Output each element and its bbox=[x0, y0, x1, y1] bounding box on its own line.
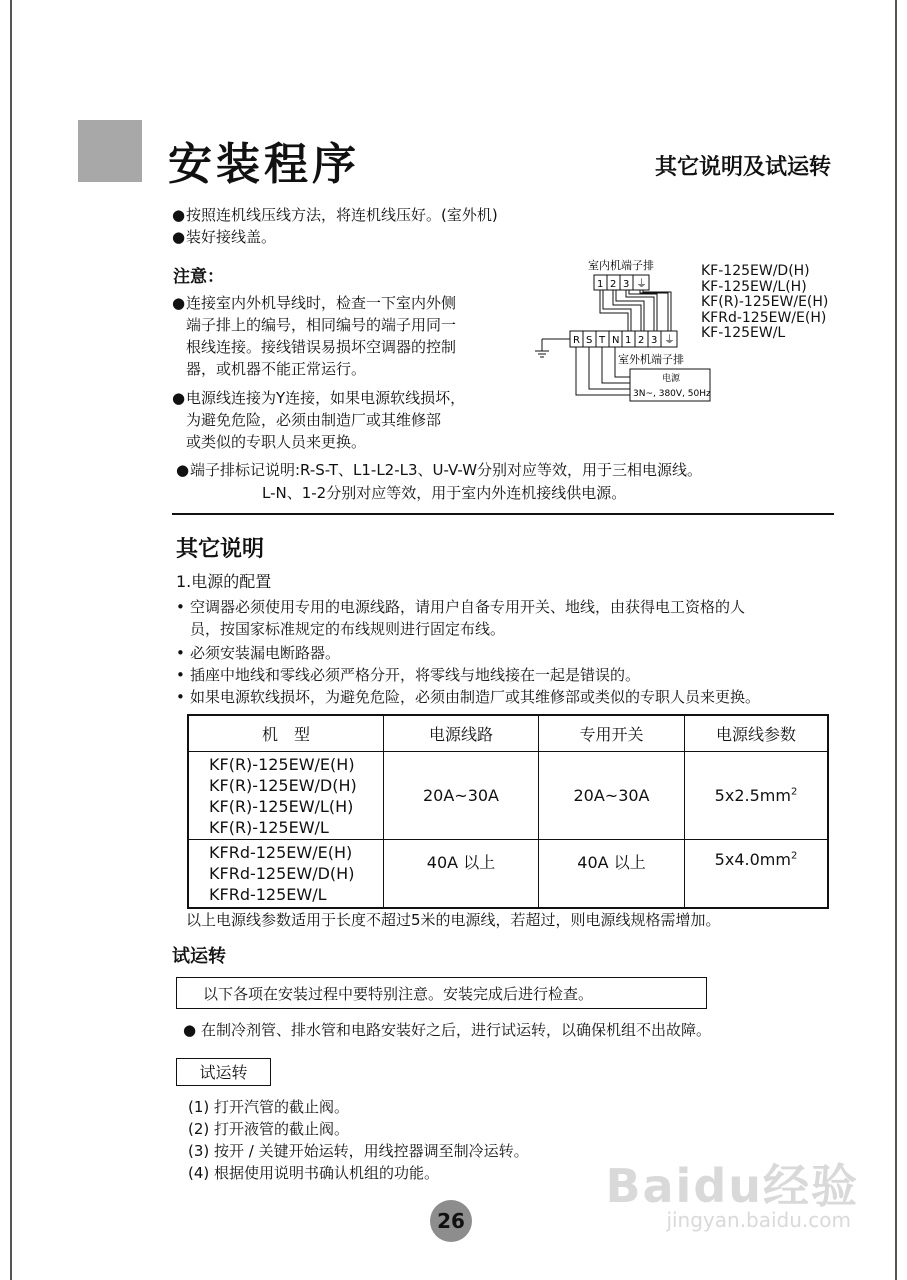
table-header: 专用开关 bbox=[539, 715, 685, 752]
table-row bbox=[188, 840, 828, 908]
section-marker bbox=[78, 120, 142, 182]
ground-symbol bbox=[535, 339, 570, 357]
table-header: 电源线参数 bbox=[685, 715, 829, 752]
indoor-terminal: 2 bbox=[610, 279, 617, 290]
terminal-note-cont: L-N、1-2分别对应等效，用于室内外连机接线供电源。 bbox=[262, 484, 627, 502]
notice-item: ●电源线连接为Y连接，如果电源软线损坏， 为避免危险，必须由制造厂或其维修部 或类似的专职人员来更换。 bbox=[172, 389, 466, 451]
notice-heading: 注意： bbox=[173, 267, 224, 287]
trial-step: (3) 按开 / 关键开始运转，用线控器调至制冷运转。 bbox=[188, 1142, 529, 1160]
trial-steps bbox=[188, 1096, 529, 1184]
indoor-terminal: 1 bbox=[597, 279, 604, 290]
indoor-terminal: 3 bbox=[623, 279, 630, 290]
model-name: KF(R)-125EW/E(H) bbox=[209, 754, 355, 774]
outdoor-terminal-label: 室外机端子排 bbox=[618, 353, 684, 366]
cable-cell: $5x4.0mm^2$ bbox=[685, 840, 829, 908]
table-note: 以上电源线参数适用于长度不超过5米的电源线，若超过，则电源线规格需增加。 bbox=[186, 911, 721, 929]
trial-step: (4) 根据使用说明书确认机组的功能。 bbox=[188, 1164, 440, 1182]
indoor-terminal-label: 室内机端子排 bbox=[588, 259, 654, 272]
model-name: KF(R)-125EW/D(H) bbox=[209, 775, 357, 795]
trial-heading: 试运转 bbox=[172, 946, 226, 967]
trial-step: (1) 打开汽管的截止阀。 bbox=[188, 1098, 350, 1116]
table-header: 机 型 bbox=[188, 715, 384, 752]
watermark-logo: Baidu经验 bbox=[605, 1159, 859, 1213]
watermark-url: jingyan.baidu.com bbox=[666, 1208, 851, 1232]
page-subtitle: 其它说明及试运转 bbox=[654, 155, 831, 180]
circuit-cell: 40A 以上 bbox=[384, 840, 539, 908]
trial-tag: 试运转 bbox=[176, 1058, 271, 1086]
outdoor-terminal: S bbox=[586, 335, 593, 346]
table-row bbox=[188, 752, 828, 840]
diagram-model: KFRd-125EW/E(H) bbox=[701, 309, 827, 326]
terminal-note: ●端子排标记说明:R-S-T、L1-L2-L3、U-V-W分别对应等效，用于三相电源线。 bbox=[176, 461, 703, 479]
power-config-heading: 1.电源的配置 bbox=[176, 572, 272, 591]
model-name: KFRd-125EW/L bbox=[209, 884, 327, 904]
circuit-cell: 20A~30A bbox=[384, 752, 539, 840]
power-spec: 3N~, 380V, 50Hz bbox=[633, 389, 711, 399]
outdoor-terminals bbox=[570, 331, 677, 347]
diagram-model: KF-125EW/L(H) bbox=[701, 278, 807, 295]
diagram-model: KF-125EW/D(H) bbox=[701, 263, 810, 279]
intro-bullet: ●装好接线盖。 bbox=[172, 228, 277, 246]
page-title: 安装程序 bbox=[168, 139, 360, 190]
indoor-terminal: ⏚ bbox=[636, 277, 647, 290]
power-config-list: • 空调器必须使用专用的电源线路，请用户自备专用开关、地线，由获得电工资格的人 员，按国家标准规定的布线规则进行固定布线。 • 必须安装漏电断路器。 • 插座中地线和零线必须严格分开，将零线与地线接在一起是错误的。 • 如果电源软线损坏，为避免危险，必须由制造厂或其维修部或类似的专职人员来更换。 bbox=[176, 598, 761, 706]
left-border bbox=[10, 0, 12, 1280]
intro-bullet: ●按照连机线压线方法，将连机线压好。(室外机) bbox=[172, 206, 498, 224]
table-header-row bbox=[188, 715, 828, 752]
notice-item: ●连接室内外机导线时，检查一下室内外侧 端子排上的编号，相同编号的端子用同一 根线连接。接线错误易损坏空调器的控制 器，或机器不能正常运行。 bbox=[172, 294, 457, 378]
model-name: KFRd-125EW/D(H) bbox=[209, 863, 355, 883]
other-heading: 其它说明 bbox=[176, 537, 265, 562]
outdoor-terminal: 1 bbox=[625, 335, 632, 346]
model-name: KFRd-125EW/E(H) bbox=[209, 842, 353, 862]
trial-step: (2) 打开液管的截止阀。 bbox=[188, 1120, 350, 1138]
outdoor-terminal: ⏚ bbox=[664, 333, 675, 346]
indoor-terminals bbox=[594, 275, 649, 290]
outdoor-terminal: 3 bbox=[651, 335, 658, 346]
switch-cell: 40A 以上 bbox=[539, 840, 685, 908]
right-border bbox=[895, 0, 897, 1280]
switch-cell: 20A~30A bbox=[539, 752, 685, 840]
outdoor-terminal: R bbox=[573, 335, 580, 346]
power-label: 电源 bbox=[662, 374, 681, 384]
diagram-model: KF(R)-125EW/E(H) bbox=[701, 294, 829, 310]
power-spec-table bbox=[187, 714, 829, 909]
page-number: 26 bbox=[430, 1200, 472, 1242]
trial-notice-box: 以下各项在安装过程中要特别注意。安装完成后进行检查。 bbox=[176, 977, 707, 1009]
diagram-model: KF-125EW/L bbox=[701, 325, 786, 341]
diagram-model-list bbox=[701, 264, 828, 342]
outdoor-terminal: 2 bbox=[638, 335, 645, 346]
outdoor-terminal: N bbox=[612, 335, 620, 346]
trial-bullet: ● 在制冷剂管、排水管和电路安装好之后，进行试运转，以确保机组不出故障。 bbox=[183, 1021, 712, 1039]
section-divider bbox=[172, 513, 834, 515]
cable-cell: $5x2.5mm^2$ bbox=[685, 752, 829, 840]
outdoor-terminal: T bbox=[599, 335, 606, 346]
model-name: KF(R)-125EW/L(H) bbox=[209, 796, 354, 816]
model-name: KF(R)-125EW/L bbox=[209, 817, 329, 837]
table-header: 电源线路 bbox=[384, 715, 539, 752]
